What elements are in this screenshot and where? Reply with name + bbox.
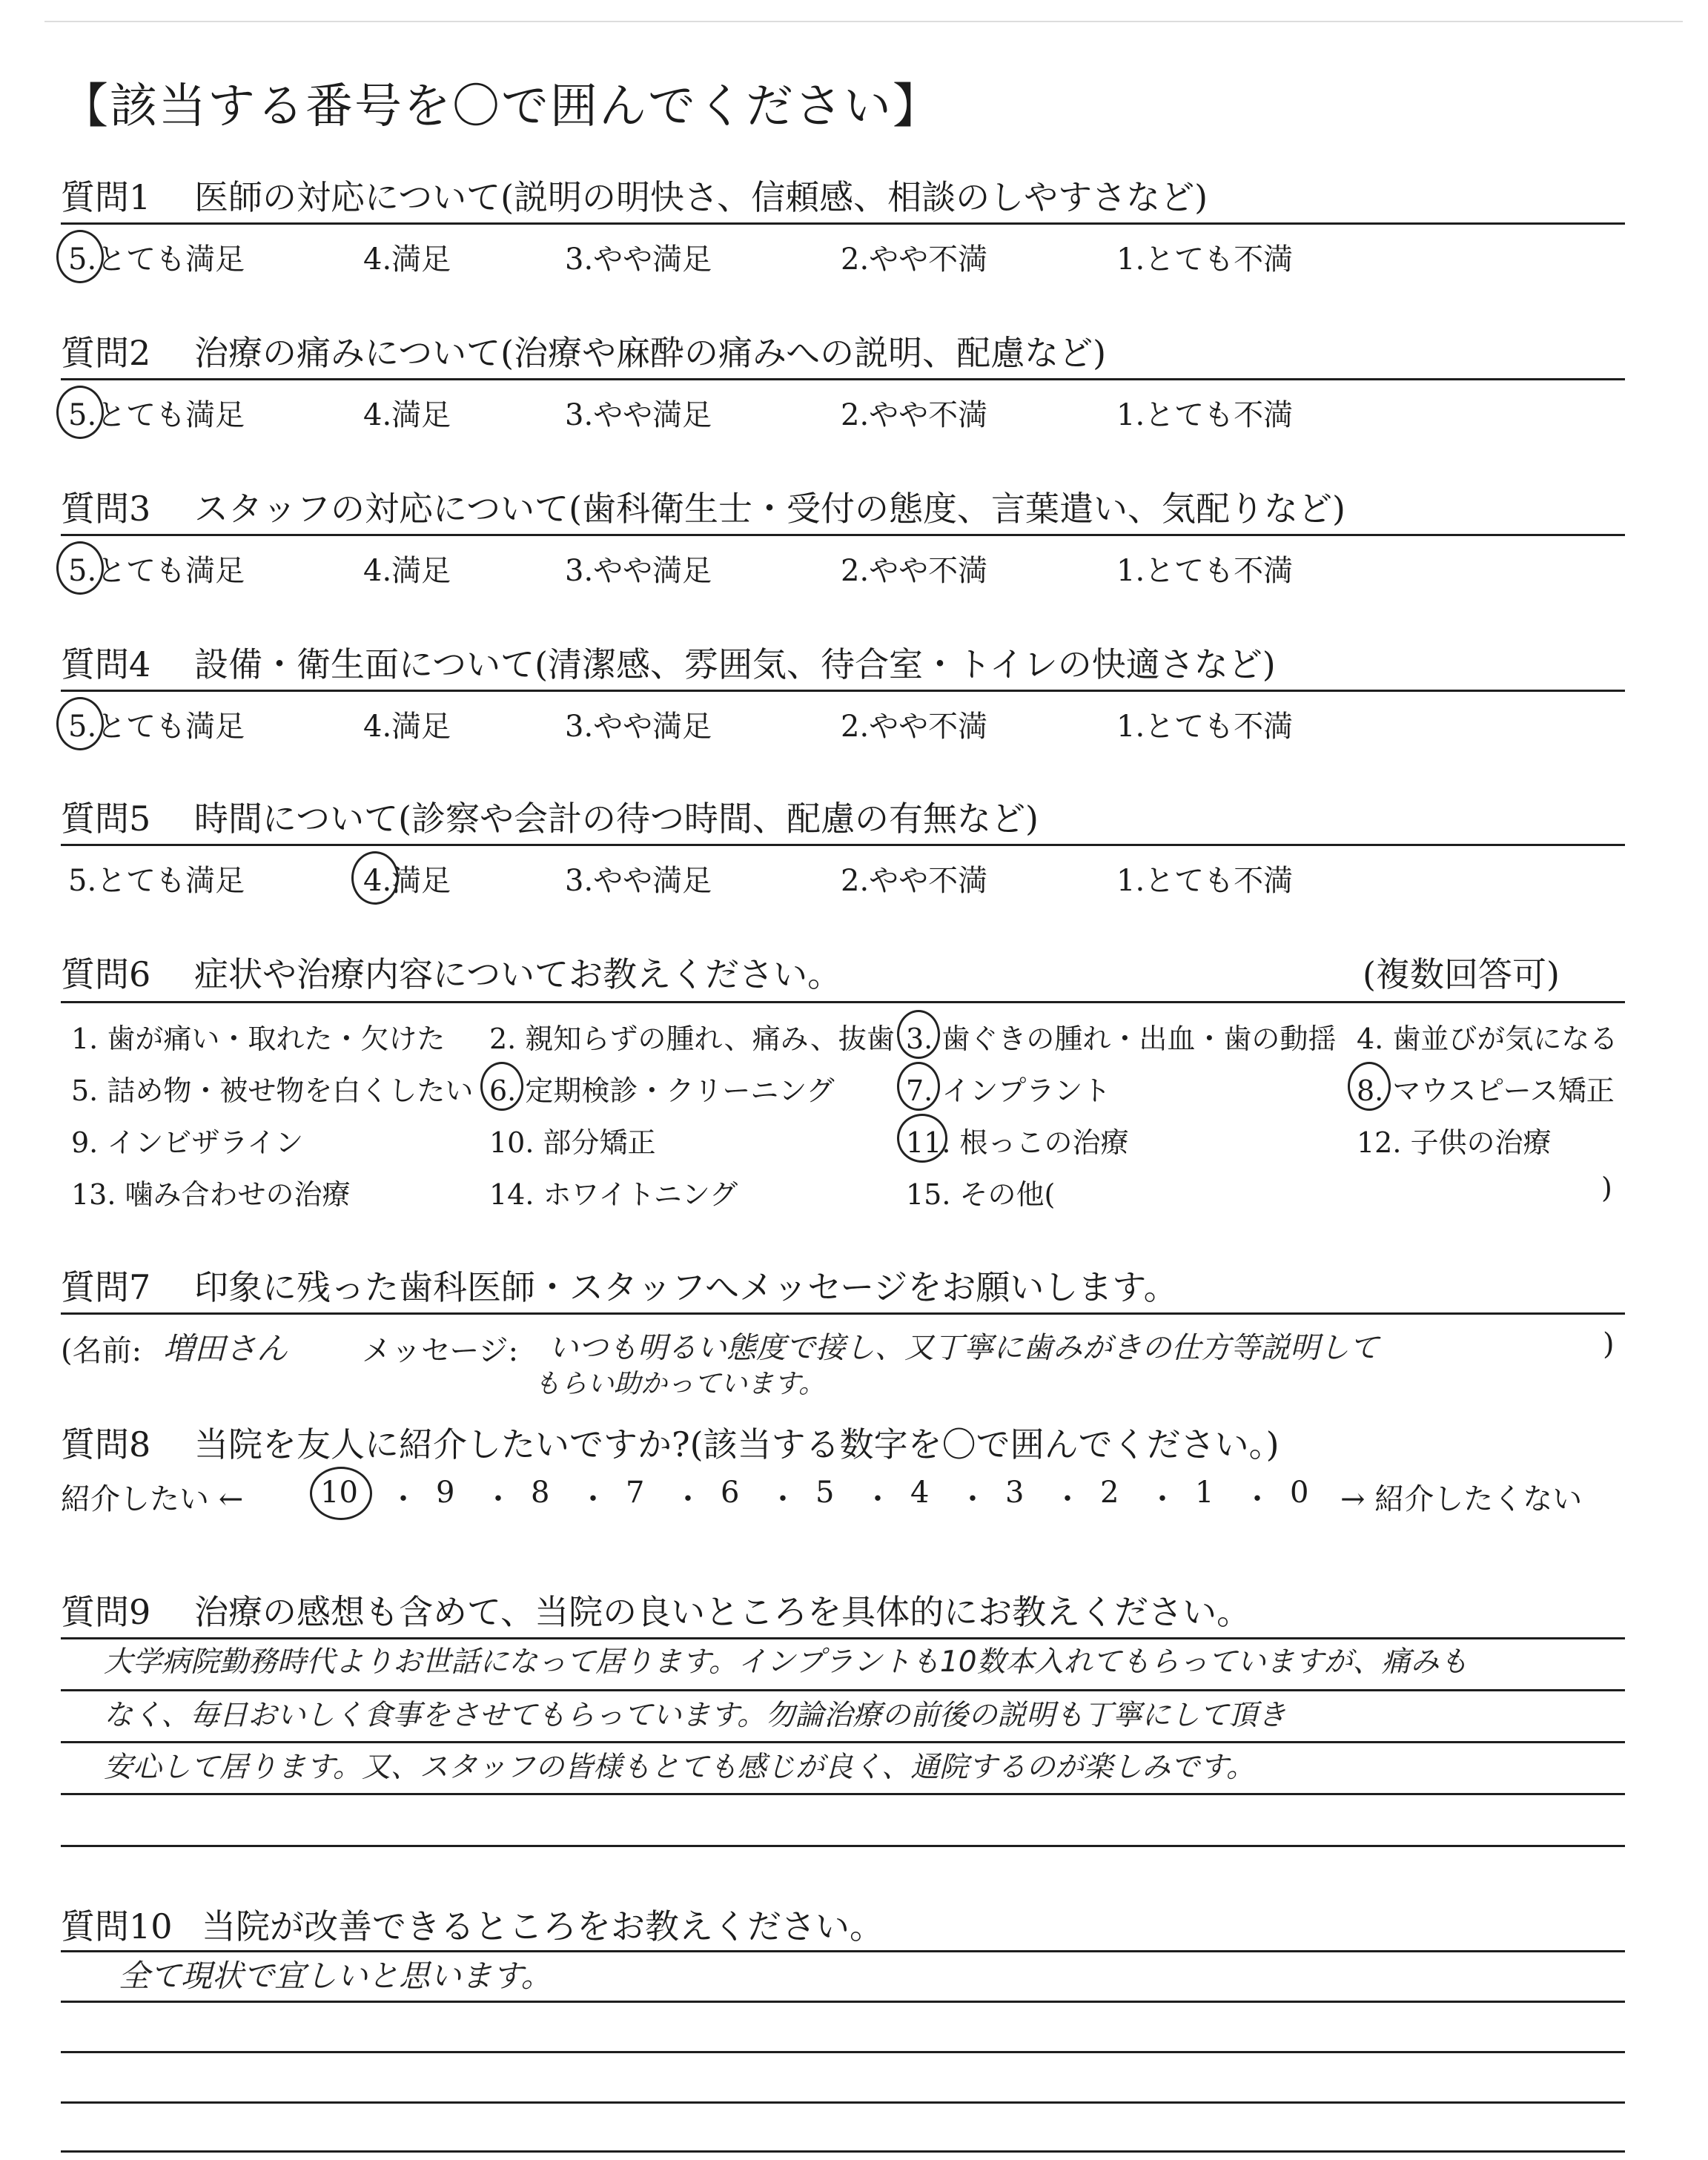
q7-message-line-1: いつも明るい態度で接し、又丁寧に歯みがきの仕方等説明して: [549, 1331, 1379, 1365]
q2-heading: [61, 326, 1106, 375]
q6-item-15[interactable]: 15. その他(: [906, 1178, 1056, 1211]
q4-option-1[interactable]: 1.とても不満: [1116, 710, 1294, 744]
q8-scale-value-6[interactable]: 6: [721, 1476, 740, 1510]
q6-item-7-circle: [897, 1062, 940, 1111]
q3-selected-circle: [56, 541, 104, 595]
q3-rule: [61, 534, 1625, 536]
q6-number: 質問6: [61, 954, 151, 994]
q10-rule-3: [61, 2051, 1625, 2053]
q5-rule: [61, 844, 1625, 846]
q2-rule: [61, 378, 1625, 380]
q7-name-handwritten: 増田さん: [163, 1330, 288, 1367]
q8-left-label: 紹介したい ←: [61, 1482, 244, 1516]
q6-item-5[interactable]: 5. 詰め物・被せ物を白くしたい: [71, 1074, 474, 1107]
q6-item-1[interactable]: 1. 歯が痛い・取れた・欠けた: [71, 1023, 446, 1055]
q7-text: 印象に残った歯科医師・スタッフへメッセージをお願いします。: [194, 1267, 1178, 1307]
q3-option-4[interactable]: 4.満足: [363, 554, 451, 588]
q6-item-7[interactable]: 7. インプラント: [906, 1074, 1111, 1107]
q5-heading: [61, 792, 1039, 841]
q1-heading: [61, 171, 1208, 219]
q4-text: 設備・衛生面について(清潔感、雰囲気、待合室・トイレの快適さなど): [194, 644, 1276, 684]
q8-scale-value-3[interactable]: 3: [1005, 1476, 1025, 1510]
q5-text: 時間について(診察や会計の待つ時間、配慮の有無など): [194, 799, 1039, 839]
q6-item-2[interactable]: 2. 親知らずの腫れ、痛み、抜歯: [489, 1023, 895, 1055]
q9-answer-line-1: 大学病院勤務時代よりお世話になって居ります。インプラントも10数本入れてもらっていますが、痛みも: [104, 1645, 1469, 1679]
q5-option-2[interactable]: 2.やや不満: [841, 864, 988, 898]
q10-rule-4: [61, 2101, 1625, 2104]
q8-right-label: → 紹介したくない: [1340, 1482, 1583, 1516]
q2-option-1[interactable]: 1.とても不満: [1116, 398, 1294, 432]
q4-option-5[interactable]: 5.とても満足: [68, 710, 245, 744]
q2-option-3[interactable]: 3.やや満足: [565, 398, 712, 432]
q8-scale-dot: ・: [958, 1482, 987, 1516]
q10-answer-line-1: 全て現状で宜しいと思います。: [119, 1958, 552, 1994]
q2-option-4[interactable]: 4.満足: [363, 398, 451, 432]
q1-option-5[interactable]: 5.とても満足: [68, 242, 245, 277]
page-title: 【該当する番号を〇で囲んでください】: [61, 79, 941, 134]
q10-rule-2: [61, 2001, 1625, 2003]
q4-selected-circle: [56, 697, 104, 750]
q1-option-1[interactable]: 1.とても不満: [1116, 242, 1294, 277]
q10-rule-5: [61, 2150, 1625, 2153]
q3-option-3[interactable]: 3.やや満足: [565, 554, 712, 588]
q9-text: 治療の感想も含めて、当院の良いところを具体的にお教えください。: [194, 1592, 1251, 1632]
q8-scale-dot: ・: [1148, 1482, 1177, 1516]
q5-option-4[interactable]: 4.満足: [363, 864, 451, 898]
q1-text: 医師の対応について(説明の明快さ、信頼感、相談のしやすさなど): [194, 177, 1208, 217]
q6-rule: [61, 1001, 1625, 1003]
q8-scale-value-1[interactable]: 1: [1195, 1476, 1214, 1510]
q2-option-2[interactable]: 2.やや不満: [841, 398, 988, 432]
q5-number: 質問5: [61, 799, 151, 839]
q1-option-3[interactable]: 3.やや満足: [565, 242, 712, 277]
q6-item-3-circle: [897, 1010, 940, 1059]
q9-answer-line-2: なく、毎日おいしく食事をさせてもらっています。勿論治療の前後の説明も丁寧にして頂き: [104, 1699, 1287, 1732]
q8-text: 当院を友人に紹介したいですか?(該当する数字を〇で囲んでください。): [194, 1424, 1280, 1464]
q8-number: 質問8: [61, 1424, 151, 1464]
q7-message-line-2: もらい助かっています。: [534, 1369, 826, 1399]
q4-option-3[interactable]: 3.やや満足: [565, 710, 712, 744]
q1-number: 質問1: [61, 177, 151, 217]
q2-number: 質問2: [61, 333, 151, 373]
q7-number: 質問7: [61, 1267, 151, 1307]
q8-scale-dot: ・: [578, 1482, 608, 1516]
q3-option-5[interactable]: 5.とても満足: [68, 554, 245, 588]
q6-item-8-circle: [1348, 1062, 1391, 1111]
q1-rule: [61, 222, 1625, 225]
q2-option-5[interactable]: 5.とても満足: [68, 398, 245, 432]
q6-item-12[interactable]: 12. 子供の治療: [1357, 1126, 1552, 1159]
q9-heading: [61, 1585, 1251, 1634]
q3-option-2[interactable]: 2.やや不満: [841, 554, 988, 588]
q6-item-11[interactable]: 11. 根っこの治療: [906, 1126, 1129, 1159]
q8-scale-dot: ・: [1053, 1482, 1082, 1516]
q3-number: 質問3: [61, 489, 151, 529]
q6-item-11-circle: [897, 1114, 947, 1163]
q1-option-2[interactable]: 2.やや不満: [841, 242, 988, 277]
q8-scale-dot: ・: [863, 1482, 893, 1516]
q6-item-14[interactable]: 14. ホワイトニング: [489, 1178, 738, 1211]
q8-heading: [61, 1418, 1280, 1467]
q10-heading: [61, 1900, 884, 1949]
q8-scale-value-0[interactable]: 0: [1290, 1476, 1309, 1510]
q6-item-8[interactable]: 8. マウスピース矯正: [1357, 1074, 1615, 1107]
q5-option-3[interactable]: 3.やや満足: [565, 864, 712, 898]
q3-option-1[interactable]: 1.とても不満: [1116, 554, 1294, 588]
q8-scale-value-8[interactable]: 8: [531, 1476, 550, 1510]
q8-scale-dot: ・: [1242, 1482, 1272, 1516]
q6-item-6-circle: [480, 1062, 523, 1111]
q8-scale-dot: ・: [673, 1482, 703, 1516]
q6-close-paren: ): [1601, 1172, 1612, 1204]
q7-rule: [61, 1312, 1625, 1315]
q8-selected-circle: [310, 1467, 372, 1520]
q5-selected-circle: [351, 851, 399, 905]
q9-number: 質問9: [61, 1592, 151, 1632]
q4-heading: [61, 638, 1276, 687]
q6-item-10[interactable]: 10. 部分矯正: [489, 1126, 656, 1159]
q6-multiple-note: (複数回答可): [1363, 954, 1560, 994]
q9-answer-line-3: 安心して居ります。又、スタッフの皆様もとても感じが良く、通院するのが楽しみです。: [104, 1751, 1255, 1784]
q8-scale-value-4[interactable]: 4: [910, 1476, 930, 1510]
q8-scale-value-2[interactable]: 2: [1100, 1476, 1119, 1510]
q6-heading: [61, 948, 841, 997]
q7-heading: [61, 1261, 1178, 1309]
q8-scale-value-10[interactable]: 10: [320, 1476, 358, 1510]
scan-edge-line: [44, 21, 1683, 22]
q9-rule-3: [61, 1741, 1625, 1743]
q1-selected-circle: [56, 230, 104, 283]
q9-rule-5: [61, 1845, 1625, 1847]
q8-scale-value-7[interactable]: 7: [626, 1476, 645, 1510]
q6-item-9[interactable]: 9. インビザライン: [71, 1126, 304, 1159]
q1-option-4[interactable]: 4.満足: [363, 242, 451, 277]
q9-rule-4: [61, 1793, 1625, 1795]
q3-heading: [61, 482, 1345, 531]
q10-number: 質問10: [61, 1906, 173, 1946]
q8-scale-dot: ・: [388, 1482, 418, 1516]
q9-rule-2: [61, 1689, 1625, 1691]
q7-name-label: (名前:: [61, 1334, 142, 1368]
q5-option-1[interactable]: 1.とても不満: [1116, 864, 1294, 898]
q4-option-2[interactable]: 2.やや不満: [841, 710, 988, 744]
q7-close-paren: ): [1603, 1327, 1615, 1361]
q7-message-label: メッセージ:: [362, 1334, 519, 1368]
q4-option-4[interactable]: 4.満足: [363, 710, 451, 744]
q8-scale-value-5[interactable]: 5: [815, 1476, 835, 1510]
q10-text: 当院が改善できるところをお教えください。: [202, 1906, 884, 1946]
q5-option-5[interactable]: 5.とても満足: [68, 864, 245, 898]
q2-selected-circle: [56, 386, 104, 439]
q8-scale-value-9[interactable]: 9: [436, 1476, 455, 1510]
q8-scale-dot: ・: [768, 1482, 798, 1516]
q6-item-13[interactable]: 13. 噛み合わせの治療: [71, 1178, 351, 1211]
q8-scale-dot: ・: [483, 1482, 513, 1516]
q4-rule: [61, 690, 1625, 692]
q6-text: 症状や治療内容についてお教えください。: [194, 954, 842, 994]
q3-text: スタッフの対応について(歯科衛生士・受付の態度、言葉遣い、気配りなど): [194, 489, 1345, 529]
q4-number: 質問4: [61, 644, 151, 684]
q2-text: 治療の痛みについて(治療や麻酔の痛みへの説明、配慮など): [194, 333, 1107, 373]
q6-item-3[interactable]: 3. 歯ぐきの腫れ・出血・歯の動揺: [906, 1023, 1337, 1055]
q6-item-6[interactable]: 6. 定期検診・クリーニング: [489, 1074, 835, 1107]
q6-item-4[interactable]: 4. 歯並びが気になる: [1357, 1023, 1618, 1055]
